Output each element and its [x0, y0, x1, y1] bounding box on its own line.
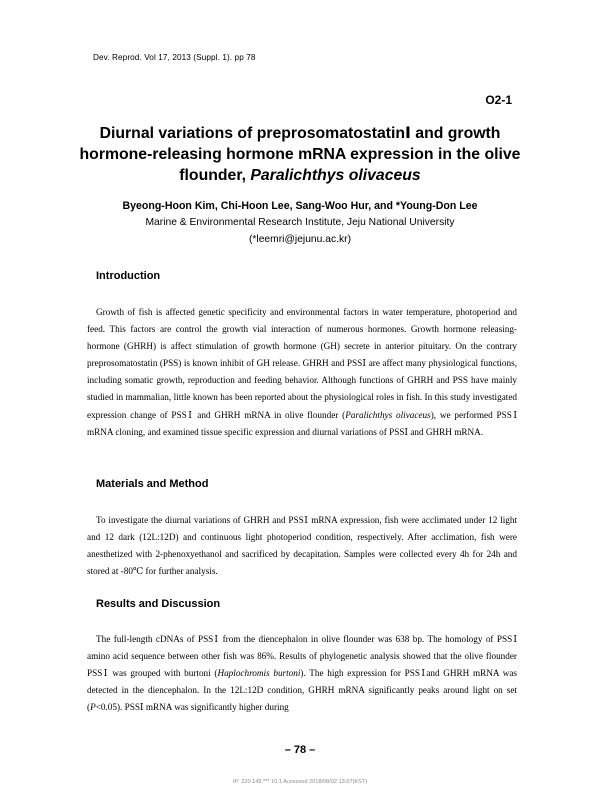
introduction-text: Growth of fish is affected genetic specificity and environmental factors in water temperature, photoperiod and feed. This factors are control the growth vial interaction of numerous hormones. Growth hormone releasing-hormone (GHRH) is affect stimulation of growth hormone (GH) secrete in anterior pituitary. On the contrary preprosomatostatin (PSS) is known inhibit of GH release. GHRH and PSSⅠ are affect many physiological functions, including somatic growth, reproduction and feeding behavior. Although functions of GHRH and PSS have mainly studied in mammalian, little known has been reported about the physiological roles in fish. In this study investigated expression change of PSSⅠ and GHRH mRNA in olive flounder (: [87, 307, 517, 420]
methods-text: To investigate the diurnal variations of GHRH and PSSⅠ mRNA expression, fish were acclimated under 12 light and 12 dark (12L:12D) and continuous light photoperiod condition, respectively. After acclimation, fish were anesthetized with 2-phenoxyethanol and sacrificed by decapitation. Samples were collected every 4h for 24h and stored at -80℃ for further analysis.: [87, 515, 517, 577]
results-text-end: <0.05). PSSⅠ mRNA was significantly higher during: [95, 702, 289, 713]
author-list: Byeong-Hoon Kim, Chi-Hoon Lee, Sang-Woo Hur, and *Young-Don Lee: [122, 200, 478, 212]
title-species: Paralichthys olivaceus: [250, 167, 421, 184]
introduction-paragraph: [87, 304, 517, 441]
title-line-2: hormone-releasing hormone mRNA expression in the olive: [79, 146, 521, 163]
results-p-symbol: P: [90, 702, 96, 713]
title-block: [60, 123, 540, 247]
results-text: The full-length cDNAs of PSSⅠ from the diencephalon in olive flounder was 638 bp. The homology of PSSⅠ amino acid sequence between other fish was 86%. Results of phylogenetic analysis showed that the olive flounder PSSⅠ was grouped with burtoni (: [87, 634, 517, 679]
session-code: O2-1: [485, 93, 512, 107]
methods-paragraph: [87, 512, 517, 580]
results-species: Haplochromis burtoni: [217, 668, 301, 679]
section-heading-methods: Materials and Method: [96, 478, 209, 490]
journal-reference: Dev. Reprod. Vol 17, 2013 (Suppl. 1). pp 78: [93, 53, 256, 62]
introduction-text-end: ), we performed PSSⅠ mRNA cloning, and examined tissue specific expression and diurnal variations of PSSⅠ and GHRH mRNA.: [87, 409, 517, 437]
title-line-1: Diurnal variations of preprosomatostatinⅠ and growth: [99, 125, 501, 142]
results-text-mid: ). The high expression for PSSⅠand GHRH mRNA was detected in the diencephalon. In the 12L:12D condition, GHRH mRNA significantly peaks around light on set (: [87, 668, 517, 713]
affiliation: Marine & Environmental Research Institute, Jeju National University: [145, 217, 455, 228]
access-stamp: IP: 220.149.*** 10.1 Accessed 2018/08/02 13:07(KST): [232, 779, 368, 785]
title-line-3-prefix: flounder,: [179, 167, 251, 184]
paper-title: [60, 123, 540, 186]
section-heading-introduction: Introduction: [96, 270, 161, 282]
page-number: – 78 –: [284, 744, 316, 756]
introduction-species: Paralichthys olivaceus: [345, 409, 431, 420]
results-paragraph: [87, 631, 517, 716]
section-heading-results: Results and Discussion: [96, 598, 221, 610]
corresponding-email: (*leemri@jejunu.ac.kr): [248, 234, 351, 245]
